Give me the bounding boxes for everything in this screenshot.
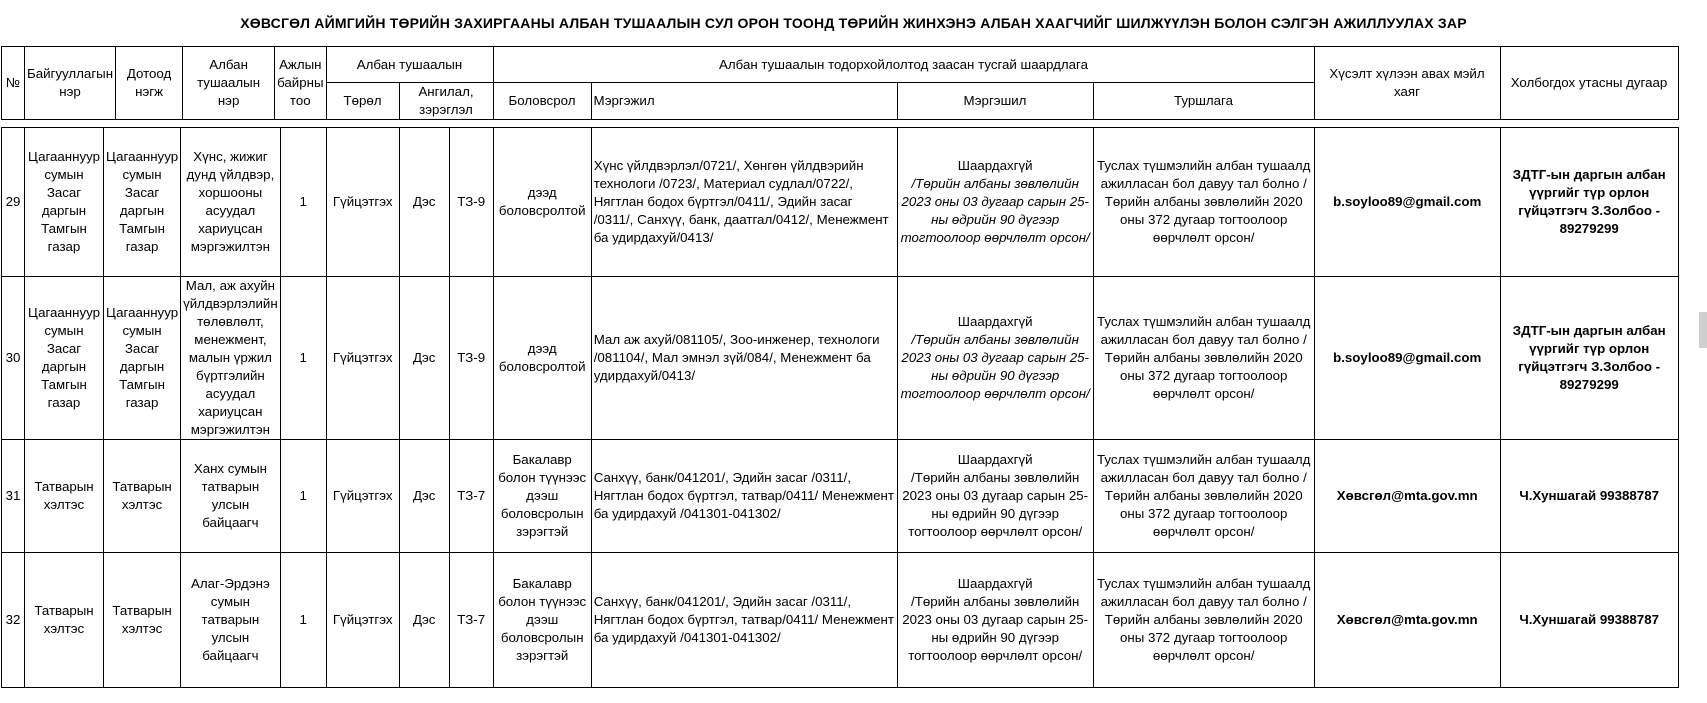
header-skill: Мэргэшил: [897, 83, 1093, 120]
cell-skill: [897, 128, 1093, 277]
cell-skill: [897, 277, 1093, 440]
skill-main: Шаардахгүй: [957, 314, 1033, 329]
cell-position: Хүнс, жижиг дунд үйлдвэр, хоршооны асуудал хариуцсан мэргэжилтэн: [181, 128, 281, 277]
header-type: Төрөл: [326, 83, 399, 120]
cell-type: Гүйцэтгэх: [326, 553, 399, 688]
cell-org: Татварын хэлтэс: [25, 440, 104, 553]
cell-skill: [897, 553, 1093, 688]
cell-unit: Цагааннуур сумын Засаг даргын Тамгын газар: [104, 128, 181, 277]
cell-unit: Татварын хэлтэс: [104, 553, 181, 688]
cell-org: Цагааннуур сумын Засаг даргын Тамгын газар: [25, 277, 104, 440]
cell-phone: Ч.Хуншагай 99388787: [1500, 440, 1678, 553]
cell-unit: Татварын хэлтэс: [104, 440, 181, 553]
table-row: [2, 128, 1679, 277]
skill-main: Шаардахгүй: [957, 158, 1033, 173]
skill-note: /Төрийн албаны зөвлөлийн 2023 оны 03 дугаар сарын 25-ны өдрийн 90 дүгээр тогтоолоор өөрчлөлт орсон/: [902, 470, 1089, 539]
header-unit: Дотоод нэгж: [116, 47, 183, 120]
cell-position: Ханх сумын татварын улсын байцаагч: [181, 440, 281, 553]
cell-profession: Мал аж ахуй/081105/, Зоо-инженер, технологи /081104/, Мал эмнэл зүй/084/, Менежмент ба удирдахуй/0413/: [591, 277, 897, 440]
cell-phone: ЗДТГ-ын даргын албан үүргийг түр орлон гүйцэтгэгч З.Золбоо - 89279299: [1500, 277, 1678, 440]
skill-note: /Төрийн албаны зөвлөлийн 2023 оны 03 дугаар сарын 25-ны өдрийн 90 дүгээр тогтоолоор өөрчлөлт орсон/: [900, 332, 1090, 401]
cell-no: 29: [2, 128, 25, 277]
cell-profession: Санхүү, банк/041201/, Эдийн засаг /0311/, Нягтлан бодох бүртгэл, татвар/0411/ Менежмент ба удирдахуй /041301-041302/: [591, 553, 897, 688]
cell-email: Хөвсгөл@mta.gov.mn: [1314, 553, 1500, 688]
skill-main: Шаардахгүй: [957, 576, 1033, 591]
cell-type: Гүйцэтгэх: [326, 128, 399, 277]
header-experience: Туршлага: [1093, 83, 1314, 120]
cell-profession: Хүнс үйлдвэрлэл/0721/, Хөнгөн үйлдвэрийн технологи /0723/, Материал судлал/0722/, Нягтлан бодох бүртгэл/0411/, Эдийн засаг /0311/, Санхүү, банк, даатгал/0412/, Менежмент ба удирдахуй/0413/: [591, 128, 897, 277]
header-position: Албан тушаалын нэр: [183, 47, 275, 120]
cell-email: b.soyloo89@gmail.com: [1314, 128, 1500, 277]
table-row: [2, 553, 1679, 688]
page-title: ХӨВСГӨЛ АЙМГИЙН ТӨРИЙН ЗАХИРГААНЫ АЛБАН ТУШААЛЫН СУЛ ОРОН ТООНД ТӨРИЙН ЖИНХЭНЭ АЛБАН ХААГЧИЙГ ШИЛЖҮҮЛЭН БОЛОН СЭЛГЭН АЖИЛЛУУЛАХ ЗАР: [240, 15, 1467, 31]
cell-no: 32: [2, 553, 25, 688]
table-header: [1, 46, 1679, 120]
cell-count: 1: [280, 440, 326, 553]
cell-education: дээд боловсролтой: [493, 128, 591, 277]
skill-note: /Төрийн албаны зөвлөлийн 2023 оны 03 дугаар сарын 25-ны өдрийн 90 дүгээр тогтоолоор өөрчлөлт орсон/: [902, 594, 1089, 663]
cell-email: b.soyloo89@gmail.com: [1314, 277, 1500, 440]
cell-no: 31: [2, 440, 25, 553]
header-position-group: Албан тушаалын: [326, 47, 493, 83]
cell-rank-code: ТЗ-9: [449, 277, 493, 440]
cell-org: Цагааннуур сумын Засаг даргын Тамгын газар: [25, 128, 104, 277]
cell-count: 1: [280, 553, 326, 688]
cell-education: Бакалавр болон түүнээс дээш боловсролын зэрэгтэй: [493, 440, 591, 553]
skill-note: /Төрийн албаны зөвлөлийн 2023 оны 03 дугаар сарын 25-ны өдрийн 90 дүгээр тогтоолоор өөрчлөлт орсон/: [900, 176, 1090, 245]
data-table: [1, 127, 1679, 688]
cell-education: дээд боловсролтой: [493, 277, 591, 440]
cell-type: Гүйцэтгэх: [326, 440, 399, 553]
cell-rank: Дэс: [399, 440, 449, 553]
cell-phone: ЗДТГ-ын даргын албан үүргийг түр орлон гүйцэтгэгч З.Золбоо - 89279299: [1500, 128, 1678, 277]
table-row: [2, 277, 1679, 440]
cell-count: 1: [280, 277, 326, 440]
scrollbar[interactable]: [1699, 312, 1707, 348]
cell-profession: Санхүү, банк/041201/, Эдийн засаг /0311/, Нягтлан бодох бүртгэл, татвар/0411/ Менежмент ба удирдахуй /041301-041302/: [591, 440, 897, 553]
table-row: [2, 440, 1679, 553]
header-education: Боловсрол: [493, 83, 591, 120]
skill-main: Шаардахгүй: [957, 452, 1033, 467]
cell-rank: Дэс: [399, 277, 449, 440]
header-no: №: [2, 47, 25, 120]
cell-unit: Цагааннуур сумын Засаг даргын Тамгын газар: [104, 277, 181, 440]
cell-position: Алаг-Эрдэнэ сумын татварын улсын байцаагч: [181, 553, 281, 688]
cell-type: Гүйцэтгэх: [326, 277, 399, 440]
cell-experience: Туслах түшмэлийн албан тушаалд ажилласан бол давуу тал болно /Төрийн албаны зөвлөлийн 2020 оны 372 дугаар тогтоолоор өөрчлөлт орсон/: [1093, 440, 1314, 553]
header-org: Байгууллагын нэр: [25, 47, 116, 120]
cell-no: 30: [2, 277, 25, 440]
cell-experience: Туслах түшмэлийн албан тушаалд ажилласан бол давуу тал болно /Төрийн албаны зөвлөлийн 2020 оны 372 дугаар тогтоолоор өөрчлөлт орсон/: [1093, 128, 1314, 277]
cell-skill: [897, 440, 1093, 553]
cell-experience: Туслах түшмэлийн албан тушаалд ажилласан бол давуу тал болно /Төрийн албаны зөвлөлийн 2020 оны 372 дугаар тогтоолоор өөрчлөлт орсон/: [1093, 553, 1314, 688]
header-count: Ажлын байрны тоо: [275, 47, 326, 120]
cell-education: Бакалавр болон түүнээс дээш боловсролын зэрэгтэй: [493, 553, 591, 688]
cell-phone: Ч.Хуншагай 99388787: [1500, 553, 1678, 688]
cell-experience: Туслах түшмэлийн албан тушаалд ажилласан бол давуу тал болно /Төрийн албаны зөвлөлийн 2020 оны 372 дугаар тогтоолоор өөрчлөлт орсон/: [1093, 277, 1314, 440]
cell-rank-code: ТЗ-9: [449, 128, 493, 277]
header-profession: Мэргэжил: [591, 83, 897, 120]
header-phone: Холбогдох утасны дугаар: [1500, 47, 1678, 120]
header-email: Хүсэлт хүлээн авах мэйл хаяг: [1314, 47, 1500, 120]
cell-rank-code: ТЗ-7: [449, 553, 493, 688]
header-requirements: Албан тушаалын тодорхойлолтод заасан тусгай шаардлага: [493, 47, 1314, 83]
cell-email: Хөвсгөл@mta.gov.mn: [1314, 440, 1500, 553]
cell-count: 1: [280, 128, 326, 277]
cell-rank: Дэс: [399, 553, 449, 688]
cell-rank-code: ТЗ-7: [449, 440, 493, 553]
cell-rank: Дэс: [399, 128, 449, 277]
header-rank: Ангилал, зэрэглэл: [399, 83, 493, 120]
cell-org: Татварын хэлтэс: [25, 553, 104, 688]
cell-position: Мал, аж ахуйн үйлдвэрлэлийн төлөвлөлт, менежмент, малын үржил бүртгэлийн асуудал хариуцсан мэргэжилтэн: [181, 277, 281, 440]
